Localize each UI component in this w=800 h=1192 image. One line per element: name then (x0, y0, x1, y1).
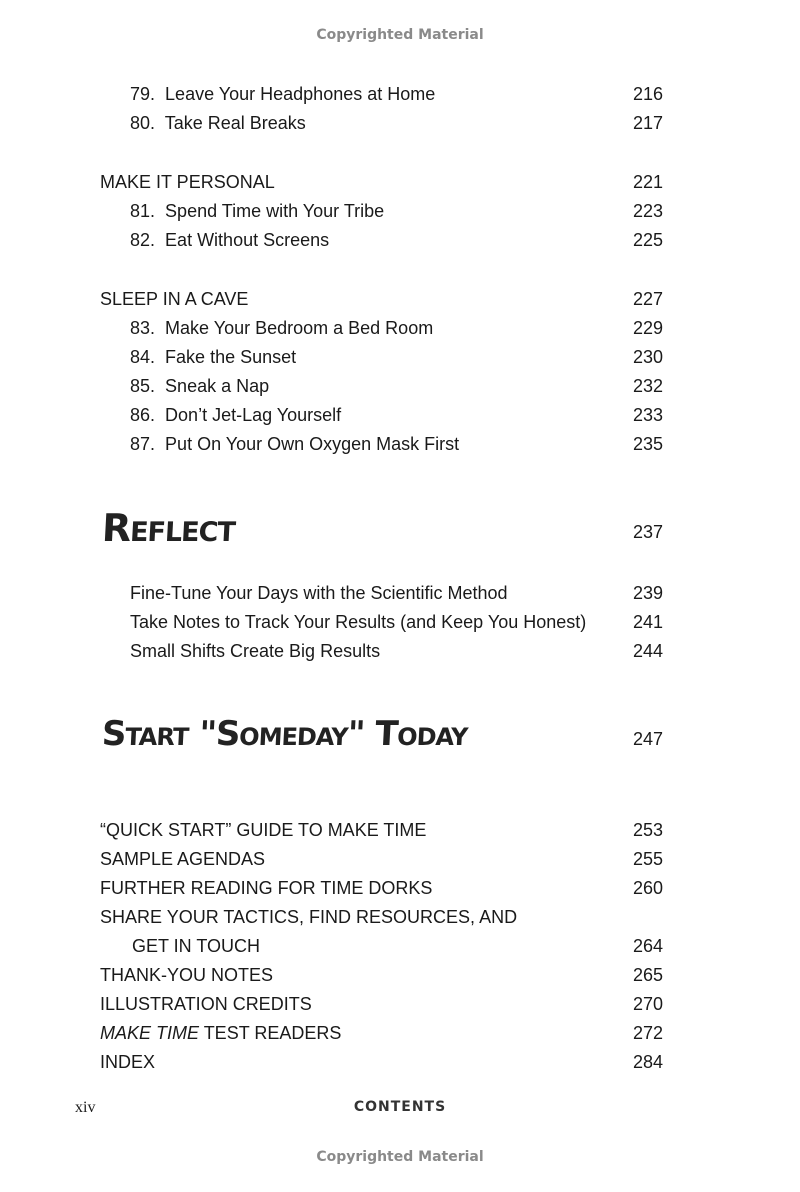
toc-entry-take-notes[interactable] (0, 609, 800, 635)
toc-entry-82[interactable] (0, 227, 800, 253)
toc-heading-make-it-personal[interactable] (0, 169, 800, 195)
toc-back-index[interactable] (0, 1049, 800, 1075)
entry-title: Leave Your Headphones at Home (165, 84, 436, 104)
entry-title: Fine-Tune Your Days with the Scientific Method (130, 583, 508, 603)
toc-entry-84[interactable] (0, 344, 800, 370)
entry-page: 244 (632, 641, 663, 661)
entry-page: 233 (632, 405, 663, 425)
entry-title: SHARE YOUR TACTICS, FIND RESOURCES, AND (100, 907, 518, 927)
entry-page: 232 (632, 376, 663, 396)
entry-page: 255 (632, 849, 663, 869)
entry-page: 241 (632, 612, 663, 632)
entry-number: 81. (130, 201, 156, 221)
entry-page: 253 (632, 820, 663, 840)
entry-number: 83. (130, 318, 156, 338)
toc-entry-small-shifts[interactable] (0, 638, 800, 664)
toc-entry-80[interactable] (0, 110, 800, 136)
entry-title: INDEX (100, 1052, 156, 1072)
copyright-banner-top: Copyrighted Material (316, 27, 484, 43)
toc-heading-sleep-in-a-cave[interactable] (0, 286, 800, 312)
toc-back-test-readers[interactable] (0, 1020, 800, 1046)
entry-page: 216 (632, 84, 663, 104)
entry-page: 272 (632, 1023, 663, 1043)
entry-number: 84. (130, 347, 156, 367)
toc-entry-85[interactable] (0, 373, 800, 399)
entry-title: Sneak a Nap (165, 376, 270, 396)
copyright-banner-bottom: Copyrighted Material (316, 1149, 484, 1165)
entry-page: 235 (632, 434, 663, 454)
entry-number: 80. (130, 113, 156, 133)
entry-page: 239 (632, 583, 663, 603)
toc-back-further-reading[interactable] (0, 875, 800, 901)
entry-page: 223 (632, 201, 663, 221)
toc-back-illustration-credits[interactable] (0, 991, 800, 1017)
entry-page: 229 (632, 318, 663, 338)
entry-page: 270 (632, 994, 663, 1014)
section-title-reflect[interactable]: Reflect (100, 506, 237, 550)
entry-title: “QUICK START” GUIDE TO MAKE TIME (100, 820, 427, 840)
toc-entry-scientific-method[interactable] (0, 580, 800, 606)
toc-back-share-line-2[interactable] (0, 933, 800, 959)
entry-title: Don’t Jet-Lag Yourself (165, 405, 342, 425)
book-title-italic: MAKE TIME (100, 1023, 200, 1043)
toc-entry-83[interactable] (0, 315, 800, 341)
folio-page-numeral: xiv (75, 1099, 96, 1116)
section-page-reflect: 237 (632, 522, 663, 542)
toc-back-quick-start[interactable] (0, 817, 800, 843)
heading-page: 221 (632, 172, 663, 192)
entry-title: Put On Your Own Oxygen Mask First (165, 434, 460, 454)
toc-back-thank-you-notes[interactable] (0, 962, 800, 988)
entry-title: Take Real Breaks (164, 113, 306, 133)
entry-title: FURTHER READING FOR TIME DORKS (100, 878, 433, 898)
entry-title: Eat Without Screens (165, 230, 330, 250)
entry-number: 79. (130, 84, 156, 104)
entry-title: SAMPLE AGENDAS (100, 849, 266, 869)
toc-entry-79[interactable] (0, 81, 800, 107)
entry-number: 86. (130, 405, 156, 425)
entry-title: Make Your Bedroom a Bed Room (165, 318, 434, 338)
entry-title: Small Shifts Create Big Results (130, 641, 381, 661)
entry-page: 260 (632, 878, 663, 898)
running-head: CONTENTS (353, 1099, 447, 1115)
entry-title: THANK-YOU NOTES (100, 965, 274, 985)
entry-page: 217 (632, 113, 663, 133)
entry-title: Spend Time with Your Tribe (165, 201, 385, 221)
entry-page: 230 (632, 347, 663, 367)
heading-title: SLEEP IN A CAVE (100, 289, 249, 309)
toc-entry-86[interactable] (0, 402, 800, 428)
toc-back-sample-agendas[interactable] (0, 846, 800, 872)
toc-entry-81[interactable] (0, 198, 800, 224)
section-page-start-someday: 247 (632, 729, 663, 749)
entry-page: 264 (632, 936, 663, 956)
toc-entry-87[interactable] (0, 431, 800, 457)
entry-title: ILLUSTRATION CREDITS (100, 994, 312, 1014)
entry-page: 284 (632, 1052, 663, 1072)
entry-number: 85. (130, 376, 156, 396)
entry-number: 87. (130, 434, 156, 454)
entry-page: 265 (632, 965, 663, 985)
heading-page: 227 (632, 289, 663, 309)
entry-page: 225 (632, 230, 663, 250)
toc-back-share-line-1[interactable] (0, 904, 800, 930)
entry-title: Take Notes to Track Your Results (and Keep You Honest) (130, 612, 587, 632)
entry-title-continued: GET IN TOUCH (132, 936, 261, 956)
entry-title: TEST READERS (199, 1023, 342, 1043)
entry-number: 82. (130, 230, 156, 250)
entry-title: Fake the Sunset (165, 347, 297, 367)
section-title-start-someday-today[interactable]: Start "Someday" Today (100, 714, 469, 754)
heading-title: MAKE IT PERSONAL (100, 172, 275, 192)
